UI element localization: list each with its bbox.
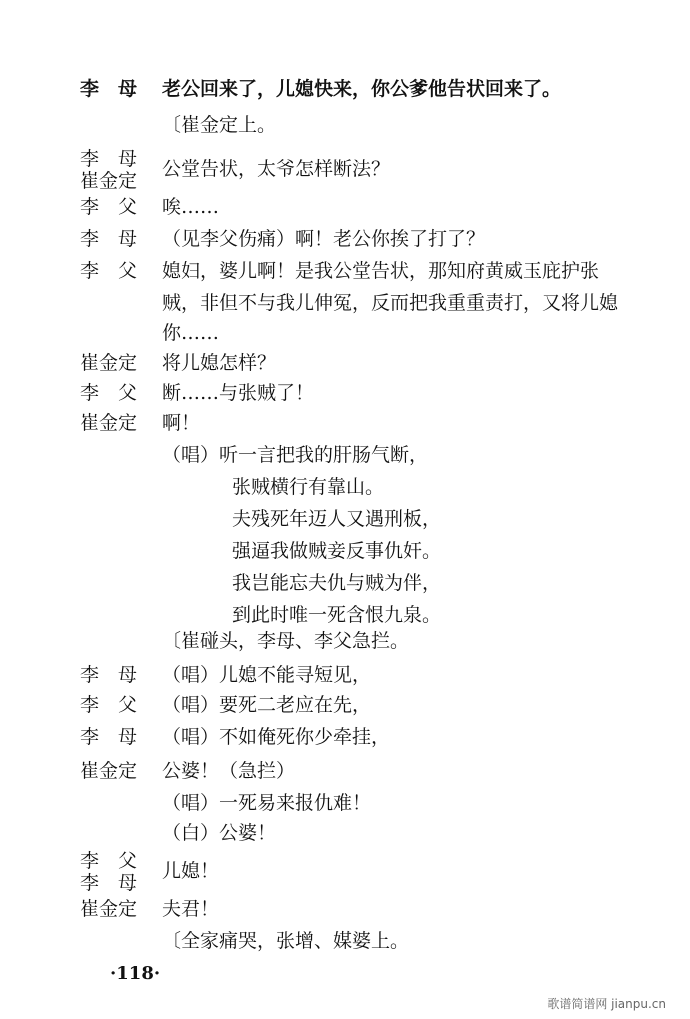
speaker: 崔金定 (80, 760, 138, 782)
line-text: 断……与张贼了！ (162, 382, 315, 404)
speaker: 李 母 (80, 726, 138, 748)
line-text: 公婆！（急拦） (162, 760, 296, 782)
speaker: 崔金定 (80, 352, 138, 374)
song-text: 强逼我做贼妾反事仇奸。 (232, 540, 442, 562)
song-text: 张贼横行有靠山。 (232, 476, 385, 498)
line-text: （见李父伤痛）啊！老公你挨了打了？ (162, 228, 486, 250)
dialogue-line (0, 382, 690, 416)
song-text: 夫残死年迈人又遇刑板， (232, 508, 442, 530)
watermark: 歌谱简谱网 jianpu.cn (547, 997, 666, 1011)
dialogue-line (0, 760, 690, 794)
dialogue-line (0, 78, 690, 112)
speaker: 李 父 (80, 260, 138, 282)
line-text: （唱）一死易来报仇难！ (162, 792, 372, 814)
dialogue-line (0, 260, 690, 294)
song-line (0, 508, 690, 542)
speaker-pair (80, 148, 156, 192)
page-number: ·118· (110, 963, 161, 984)
dialogue-line (0, 228, 690, 262)
stage-text: 〔崔金定上。 (162, 114, 277, 136)
line-text: 唉…… (162, 196, 220, 218)
line-text: （唱）要死二老应在先， (162, 694, 372, 716)
dialogue-line (0, 412, 690, 446)
dialogue-line (0, 148, 690, 192)
dialogue-line (0, 196, 690, 230)
line-text: 你…… (162, 322, 220, 344)
line-text: 老公回来了，儿媳快来，你公爹他告状回来了。 (162, 78, 562, 100)
continuation-line (0, 322, 690, 356)
continuation-line (0, 292, 690, 326)
line-text: （白）公婆！ (162, 822, 277, 844)
dialogue-line (0, 850, 690, 894)
stage-text: 〔崔碰头，李母、李父急拦。 (162, 630, 410, 652)
song-line (0, 792, 690, 826)
line-text: 媳妇，婆儿啊！是我公堂告状，那知府黄威玉庇护张 (162, 260, 600, 282)
speaker: 李 父 (80, 850, 138, 872)
song-text: 到此时唯一死含恨九泉。 (232, 604, 442, 626)
song-line (0, 476, 690, 510)
line-text: 夫君！ (162, 898, 220, 920)
dialogue-line (0, 694, 690, 728)
speaker: 李 母 (80, 78, 138, 100)
dialogue-line (0, 898, 690, 932)
song-line (0, 444, 690, 478)
line-text: 将儿媳怎样？ (162, 352, 277, 374)
dialogue-line (0, 664, 690, 698)
line-text: 公堂告状，太爷怎样断法？ (162, 158, 391, 180)
stage-direction (0, 114, 690, 148)
line-text: （唱）儿媳不能寻短见， (162, 664, 372, 686)
line-text: （唱）听一言把我的肝肠气断， (162, 444, 429, 466)
song-line (0, 540, 690, 574)
speaker: 李 母 (80, 872, 138, 894)
stage-direction (0, 930, 690, 964)
speaker: 李 父 (80, 694, 138, 716)
speaker: 李 母 (80, 148, 138, 170)
stage-direction (0, 630, 690, 664)
line-text: （唱）不如俺死你少牵挂， (162, 726, 391, 748)
line-text: 贼，非但不与我儿伸冤，反而把我重重责打，又将儿媳 (162, 292, 619, 314)
speaker: 李 父 (80, 196, 138, 218)
stage-text: 〔全家痛哭，张增、媒婆上。 (162, 930, 410, 952)
speaker: 李 父 (80, 382, 138, 404)
speaker: 崔金定 (80, 170, 138, 192)
song-line (0, 572, 690, 606)
line-text: 儿媳！ (162, 860, 220, 882)
dialogue-line (0, 726, 690, 760)
song-text: 我岂能忘夫仇与贼为伴， (232, 572, 442, 594)
speaker: 崔金定 (80, 412, 138, 434)
dialogue-line (0, 352, 690, 386)
speaker: 崔金定 (80, 898, 138, 920)
line-text: 啊！ (162, 412, 201, 434)
speaker-pair (80, 850, 156, 894)
speaker: 李 母 (80, 228, 138, 250)
speaker: 李 母 (80, 664, 138, 686)
